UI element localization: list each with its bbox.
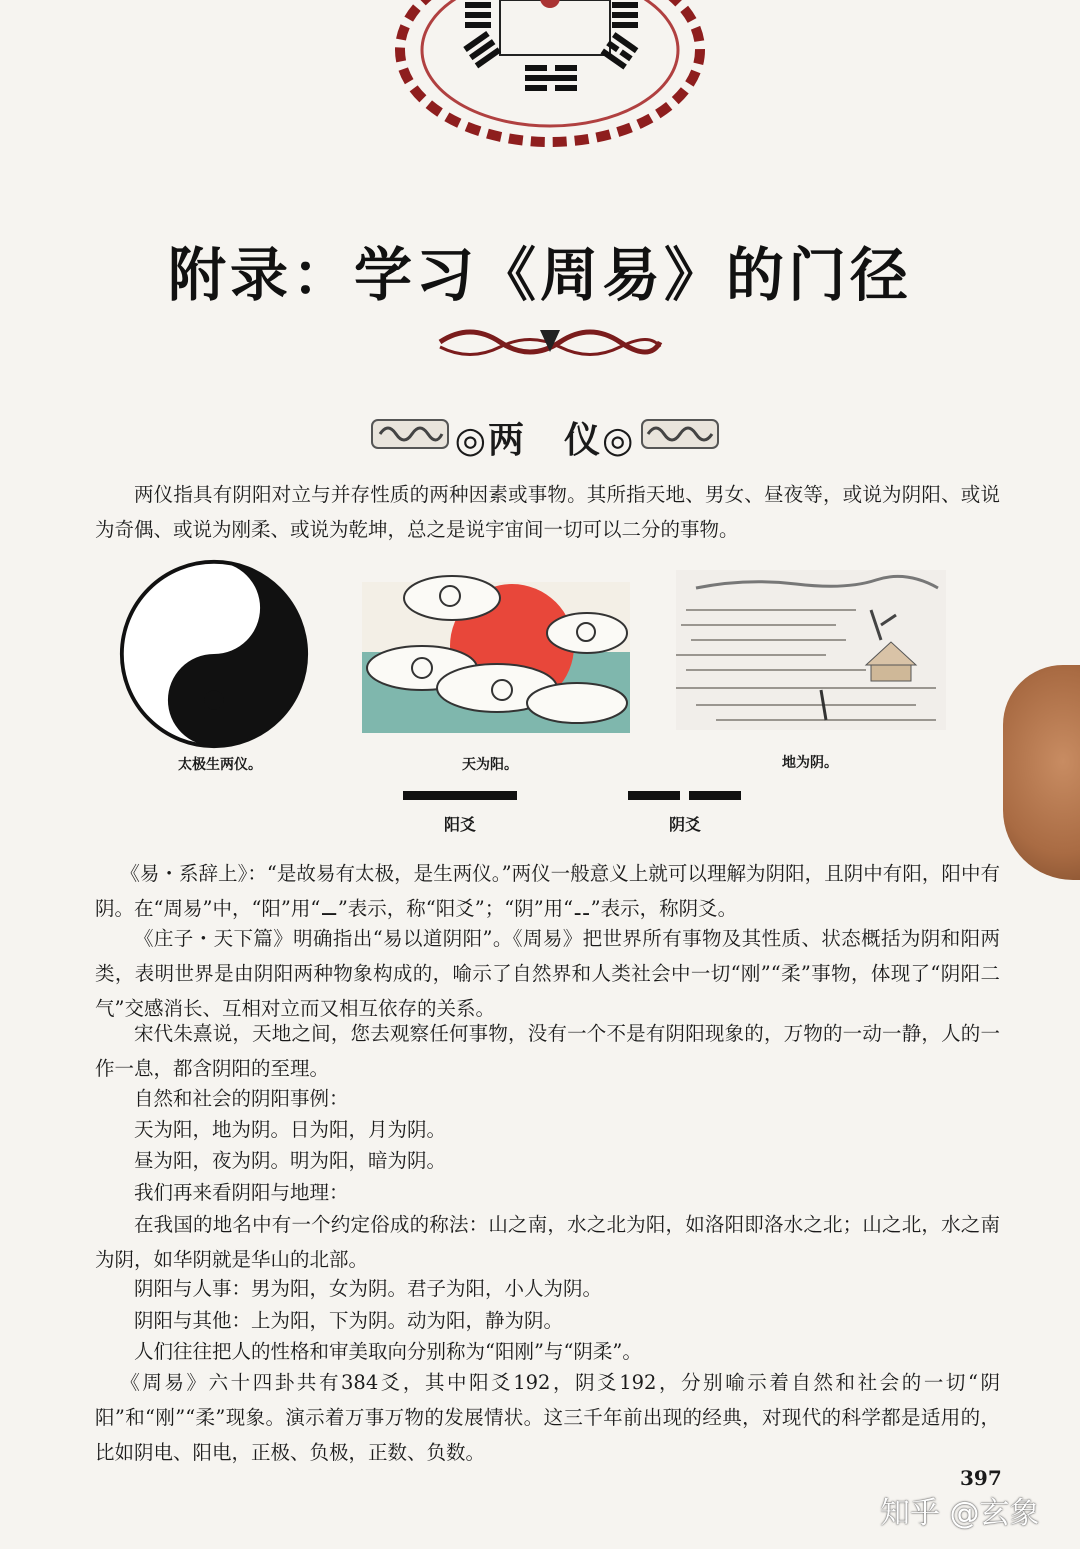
body-paragraph-12: 《周易》六十四卦共有384爻，其中阳爻192，阴爻192，分别喻示着自然和社会的一切“阴阳”和“刚”“柔”现象。演示着万事万物的发展情状。这三千年前出现的经典，对现代的科学都是适用的，比如阴电、阳电，正极、负极，正数、负数。 bbox=[95, 1371, 1000, 1464]
body-line-11: 人们往往把人的性格和审美取向分别称为“阳刚”与“阴柔”。 bbox=[134, 1340, 642, 1363]
cloud-ornament-left bbox=[370, 416, 450, 452]
body-paragraph-3: 宋代朱熹说，天地之间，您去观察任何事物，没有一个不是有阴阳现象的，万物的一动一静，人的一作一息，都含阴阳的至理。 bbox=[95, 1022, 1000, 1080]
body-line-5: 天为阳，地为阴。日为阳，月为阴。 bbox=[134, 1118, 447, 1141]
landscape-image bbox=[676, 570, 946, 730]
intro-paragraph: 两仪指具有阴阳对立与并存性质的两种因素或事物。其所指天地、男女、昼夜等，或说为阴阳、或说为奇偶、或说为刚柔、或说为乾坤，总之是说宇宙间一切可以二分的事物。 bbox=[95, 483, 1000, 541]
earth-caption: 地为阴。 bbox=[782, 755, 838, 771]
cloud-ornament-right bbox=[640, 416, 720, 452]
bagua-ornament bbox=[380, 0, 720, 155]
body-line-6: 昼为阳，夜为阴。明为阳，暗为阴。 bbox=[134, 1149, 447, 1172]
body-line-9: 阴阳与人事：男为阳，女为阴。君子为阳，小人为阴。 bbox=[134, 1277, 603, 1300]
body-line-10: 阴阳与其他：上为阳，下为阴。动为阳，静为阴。 bbox=[134, 1309, 564, 1332]
yang-yao-line bbox=[403, 791, 517, 800]
sun-clouds-image bbox=[362, 568, 630, 733]
sky-caption: 天为阳。 bbox=[462, 757, 518, 773]
page-title: 附录：学习《周易》的门径 bbox=[167, 241, 912, 309]
section-heading bbox=[370, 410, 720, 460]
taiji-caption: 太极生两仪。 bbox=[178, 757, 262, 773]
taiji-yin-yang-image bbox=[118, 558, 310, 750]
watermark: 知乎 @玄象 bbox=[880, 1496, 1040, 1531]
yang-yao-label: 阳爻 bbox=[443, 815, 476, 834]
thumb-photo bbox=[1003, 665, 1080, 880]
body-paragraph-1: 《易・系辞上》：“是故易有太极，是生两仪。”两仪一般意义上就可以理解为阴阳，且阴中有阳，阳中有阴。在“周易”中，“阳”用“⚊”表示，称“阳爻”；“阴”用“⚋”表示，称阴爻。 bbox=[95, 862, 1000, 920]
body-line-7: 我们再来看阴阳与地理： bbox=[134, 1181, 349, 1204]
body-paragraph-8: 在我国的地名中有一个约定俗成的称法：山之南，水之北为阳，如洛阳即洛水之北；山之北，水之南为阴，如华阴就是华山的北部。 bbox=[95, 1213, 1000, 1271]
yin-yao-line-right bbox=[689, 791, 741, 800]
page-number: 397 bbox=[960, 1466, 1002, 1490]
body-line-4: 自然和社会的阴阳事例： bbox=[134, 1087, 349, 1110]
yin-yao-line-left bbox=[628, 791, 680, 800]
yin-yao-label: 阴爻 bbox=[668, 815, 701, 834]
body-paragraph-2: 《庄子・天下篇》明确指出“易以道阴阳”。《周易》把世界所有事物及其性质、状态概括为阴和阳两类，表明世界是由阴阳两种物象构成的，喻示了自然界和人类社会中一切“刚”“柔”事物，体现了“阴阳二气”交感消长、互相对立而又相互依存的关系。 bbox=[95, 927, 1000, 1020]
section-title: ◎两 仪◎ bbox=[454, 419, 636, 461]
title-ornament bbox=[430, 322, 670, 362]
